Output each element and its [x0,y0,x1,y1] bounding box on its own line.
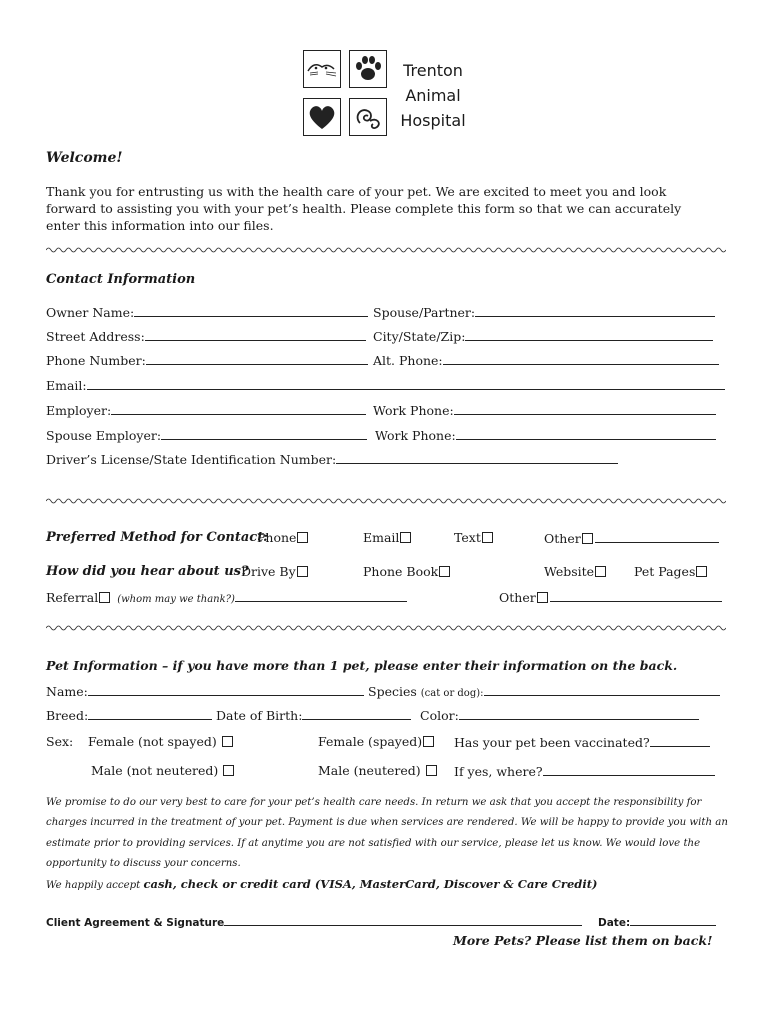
pet-species-line[interactable] [484,683,720,696]
pet-breed-field[interactable] [46,707,212,723]
swirl-icon [349,98,387,136]
accept-lead: We happily accept [46,880,141,892]
welcome-line-2: forward to assisting you with your pet’s health. Please complete this form so that we can accurately [46,201,682,216]
welcome-line-1: Thank you for entrusting us with the health care of your pet. We are excited to meet you and look [46,184,667,199]
preferred-phone-label: Phone [257,530,297,545]
pet-dob-field[interactable] [216,707,411,723]
promise-line-1: We promise to do our very best to care for your pet’s health care needs. In return we ask that you accept the responsibility for [46,797,702,808]
preferred-other-label: Other [544,531,581,546]
spouse-employer-field[interactable] [46,427,367,443]
work-phone-2-field[interactable] [375,427,716,443]
date-label: Date: [598,917,631,929]
vaccinated-field[interactable] [454,734,710,750]
preferred-other-option[interactable] [544,530,719,546]
work-phone-line[interactable] [454,402,716,415]
hear-other-option[interactable] [499,589,722,605]
pet-species-label: Species [368,684,417,699]
pet-name-line[interactable] [88,683,364,696]
if-yes-label: If yes, where? [454,764,543,779]
email-line[interactable] [87,377,725,390]
signature-label: Client Agreement & Signature [46,917,225,929]
female-spayed-checkbox[interactable] [423,736,434,747]
vaccinated-line[interactable] [650,734,710,747]
vaccinated-label: Has your pet been vaccinated? [454,735,650,750]
female-spayed-label: Female (spayed) [318,734,423,749]
work-phone-2-label: Work Phone: [375,428,456,443]
hear-drive-by-checkbox[interactable] [297,566,308,577]
logo-line-2: Animal [405,86,461,105]
promise-line-3: estimate prior to providing services. If at anytime you are not satisfied with our service, please let us know. We would love the [46,837,701,849]
divider [46,246,726,254]
logo [303,50,473,140]
logo-line-3: Hospital [400,111,466,130]
pet-breed-line[interactable] [88,707,212,720]
pet-color-field[interactable] [420,707,699,723]
hear-website-option[interactable] [544,564,606,579]
promise-line-5 [46,874,728,896]
female-spayed-option[interactable] [318,734,434,749]
female-not-spayed-checkbox[interactable] [222,736,233,747]
pet-heading: Pet Information – if you have more than 1 pet, please enter their information on the back. [46,658,678,673]
preferred-text-option[interactable] [454,530,493,545]
preferred-phone-checkbox[interactable] [297,532,308,543]
email-label: Email: [46,378,87,393]
accept-methods: cash, check or credit card (VISA, MasterCard, Discover & Care Credit) [143,877,598,892]
promise-line-4: opportunity to discuss your concerns. [46,857,241,869]
hear-other-checkbox[interactable] [537,592,548,603]
male-neutered-checkbox[interactable] [426,765,437,776]
alt-phone-label: Alt. Phone: [373,353,443,368]
divider [46,624,726,632]
date-field[interactable] [598,913,716,929]
license-line[interactable] [336,451,618,464]
preferred-email-checkbox[interactable] [400,532,411,543]
heart-icon [303,98,341,136]
pet-name-label: Name: [46,684,88,699]
phone-number-line[interactable] [146,352,368,365]
employer-label: Employer: [46,403,112,418]
owner-name-label: Owner Name: [46,305,135,320]
hear-referral-checkbox[interactable] [99,592,110,603]
if-yes-field[interactable] [454,763,715,779]
preferred-phone-option[interactable] [257,530,308,545]
hear-other-label: Other [499,590,536,605]
male-neutered-option[interactable] [318,763,437,778]
hear-heading: How did you hear about us? [46,564,249,579]
pet-sex-label: Sex: [46,734,74,749]
pet-color-label: Color: [420,708,459,723]
preferred-other-line[interactable] [595,530,719,543]
email-field[interactable] [46,377,725,393]
employer-field[interactable] [46,402,366,418]
female-not-spayed-label: Female (not spayed) [88,734,217,749]
hear-referral-line[interactable] [235,589,407,602]
work-phone-label: Work Phone: [373,403,454,418]
hear-referral-label: Referral [46,590,99,605]
hear-pet-pages-label: Pet Pages [634,564,696,579]
preferred-text-checkbox[interactable] [482,532,493,543]
city-state-zip-field[interactable] [373,328,713,344]
pet-species-note: (cat or dog): [420,688,484,699]
hear-referral-note: (whom may we thank?) [117,594,235,605]
male-neutered-label: Male (neutered) [318,763,421,778]
pet-name-field[interactable] [46,683,364,699]
work-phone-field[interactable] [373,402,716,418]
phone-number-field[interactable] [46,352,368,368]
street-address-field[interactable] [46,328,366,344]
hear-phone-book-option[interactable] [363,564,450,579]
welcome-line-3: enter this information into our files. [46,218,274,233]
license-field[interactable] [46,451,618,467]
alt-phone-field[interactable] [373,352,719,368]
pet-species-field[interactable] [368,683,720,699]
spouse-partner-label: Spouse/Partner: [373,305,476,320]
male-not-neutered-checkbox[interactable] [223,765,234,776]
alt-phone-line[interactable] [443,352,719,365]
if-yes-line[interactable] [543,763,715,776]
hear-website-checkbox[interactable] [595,566,606,577]
hear-pet-pages-checkbox[interactable] [696,566,707,577]
hear-phone-book-label: Phone Book [363,564,439,579]
hear-pet-pages-option[interactable] [634,564,707,579]
spouse-partner-line[interactable] [475,304,715,317]
hear-drive-by-option[interactable] [241,564,308,579]
hear-other-line[interactable] [550,589,722,602]
spouse-employer-line[interactable] [161,427,367,440]
work-phone-2-line[interactable] [456,427,716,440]
owner-name-field[interactable] [46,304,368,320]
paw-icon [349,50,387,88]
owner-name-line[interactable] [134,304,368,317]
preferred-other-checkbox[interactable] [582,533,593,544]
date-line[interactable] [630,913,716,926]
city-state-zip-label: City/State/Zip: [373,329,466,344]
male-not-neutered-option[interactable] [91,763,234,778]
male-not-neutered-label: Male (not neutered) [91,763,219,778]
logo-text [397,58,469,133]
signature-line[interactable] [224,913,582,926]
hear-drive-by-label: Drive By [241,564,296,579]
promise-line-2: charges incurred in the treatment of your pet. Payment is due when services are rendered. We will be happy to provide you with an [46,817,728,829]
street-address-label: Street Address: [46,329,145,344]
hear-referral-option[interactable] [46,589,407,605]
logo-line-1: Trenton [403,61,463,80]
license-label: Driver’s License/State Identification Number: [46,452,337,467]
pet-dob-label: Date of Birth: [216,708,303,723]
preferred-heading: Preferred Method for Contact: [46,530,269,545]
signature-field[interactable] [46,913,582,929]
pet-color-line[interactable] [459,707,699,720]
preferred-text-label: Text [454,530,481,545]
hear-website-label: Website [544,564,595,579]
pet-dob-line[interactable] [302,707,411,720]
more-pets-note: More Pets? Please list them on back! [453,933,713,948]
divider [46,497,726,505]
preferred-email-option[interactable] [363,530,411,545]
employer-line[interactable] [111,402,366,415]
city-state-zip-line[interactable] [465,328,713,341]
spouse-employer-label: Spouse Employer: [46,428,162,443]
contact-heading: Contact Information [46,272,196,287]
preferred-email-label: Email [363,530,400,545]
female-not-spayed-option[interactable] [88,734,233,749]
hear-phone-book-checkbox[interactable] [439,566,450,577]
street-address-line[interactable] [145,328,366,341]
phone-number-label: Phone Number: [46,353,146,368]
promise-text [46,793,728,896]
welcome-heading: Welcome! [46,150,123,166]
pet-breed-label: Breed: [46,708,89,723]
spouse-partner-field[interactable] [373,304,715,320]
cat-icon [303,50,341,88]
